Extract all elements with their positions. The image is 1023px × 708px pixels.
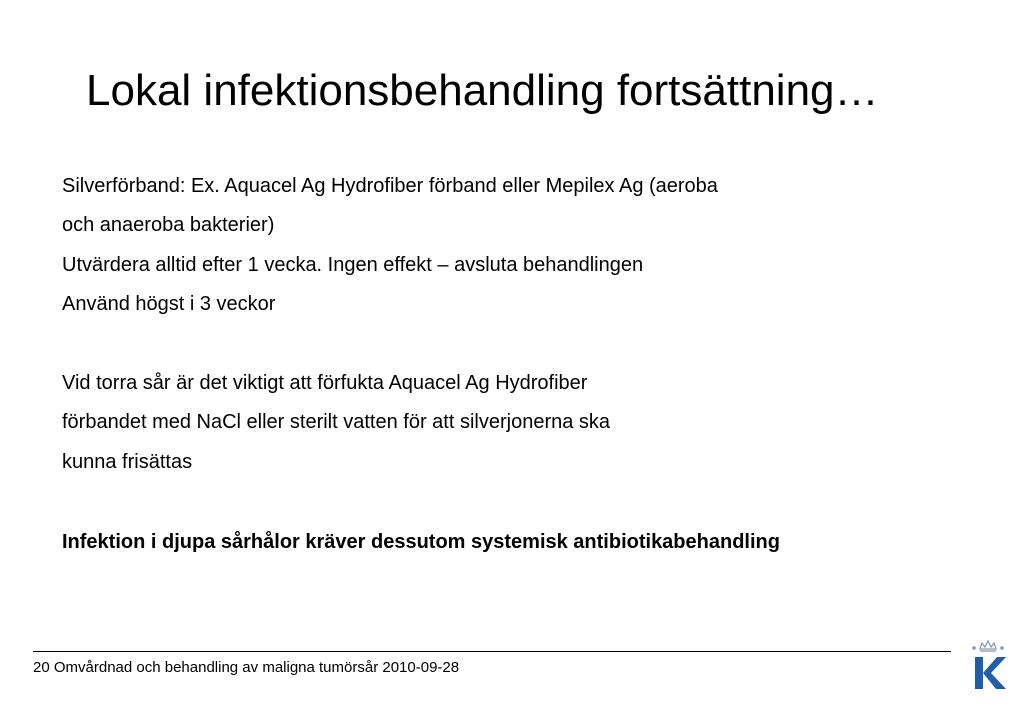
slide-title: Lokal infektionsbehandling fortsättning… bbox=[86, 66, 879, 115]
emphasis-line: Infektion i djupa sårhålor kräver dessutom systemisk antibiotikabehandling bbox=[62, 531, 780, 553]
footer-text: 20 Omvårdnad och behandling av maligna tumörsår 2010-09-28 bbox=[33, 659, 460, 676]
body-line-5: Vid torra sår är det viktigt att förfukta Aquacel Ag Hydrofiber bbox=[62, 372, 588, 394]
footer-divider bbox=[33, 651, 951, 652]
body-line-2: och anaeroba bakterier) bbox=[62, 214, 275, 236]
body-line-1: Silverförband: Ex. Aquacel Ag Hydrofiber förband eller Mepilex Ag (aeroba bbox=[62, 175, 718, 197]
body-line-4: Använd högst i 3 veckor bbox=[62, 293, 276, 315]
body-line-3: Utvärdera alltid efter 1 vecka. Ingen effekt – avsluta behandlingen bbox=[62, 254, 644, 276]
crown-icon bbox=[980, 641, 996, 651]
k-letter-icon bbox=[975, 657, 1006, 689]
karolinska-logo-icon bbox=[970, 637, 1006, 693]
body-line-6: förbandet med NaCl eller sterilt vatten för att silverjonerna ska bbox=[62, 411, 611, 433]
body-line-7: kunna frisättas bbox=[62, 451, 193, 473]
